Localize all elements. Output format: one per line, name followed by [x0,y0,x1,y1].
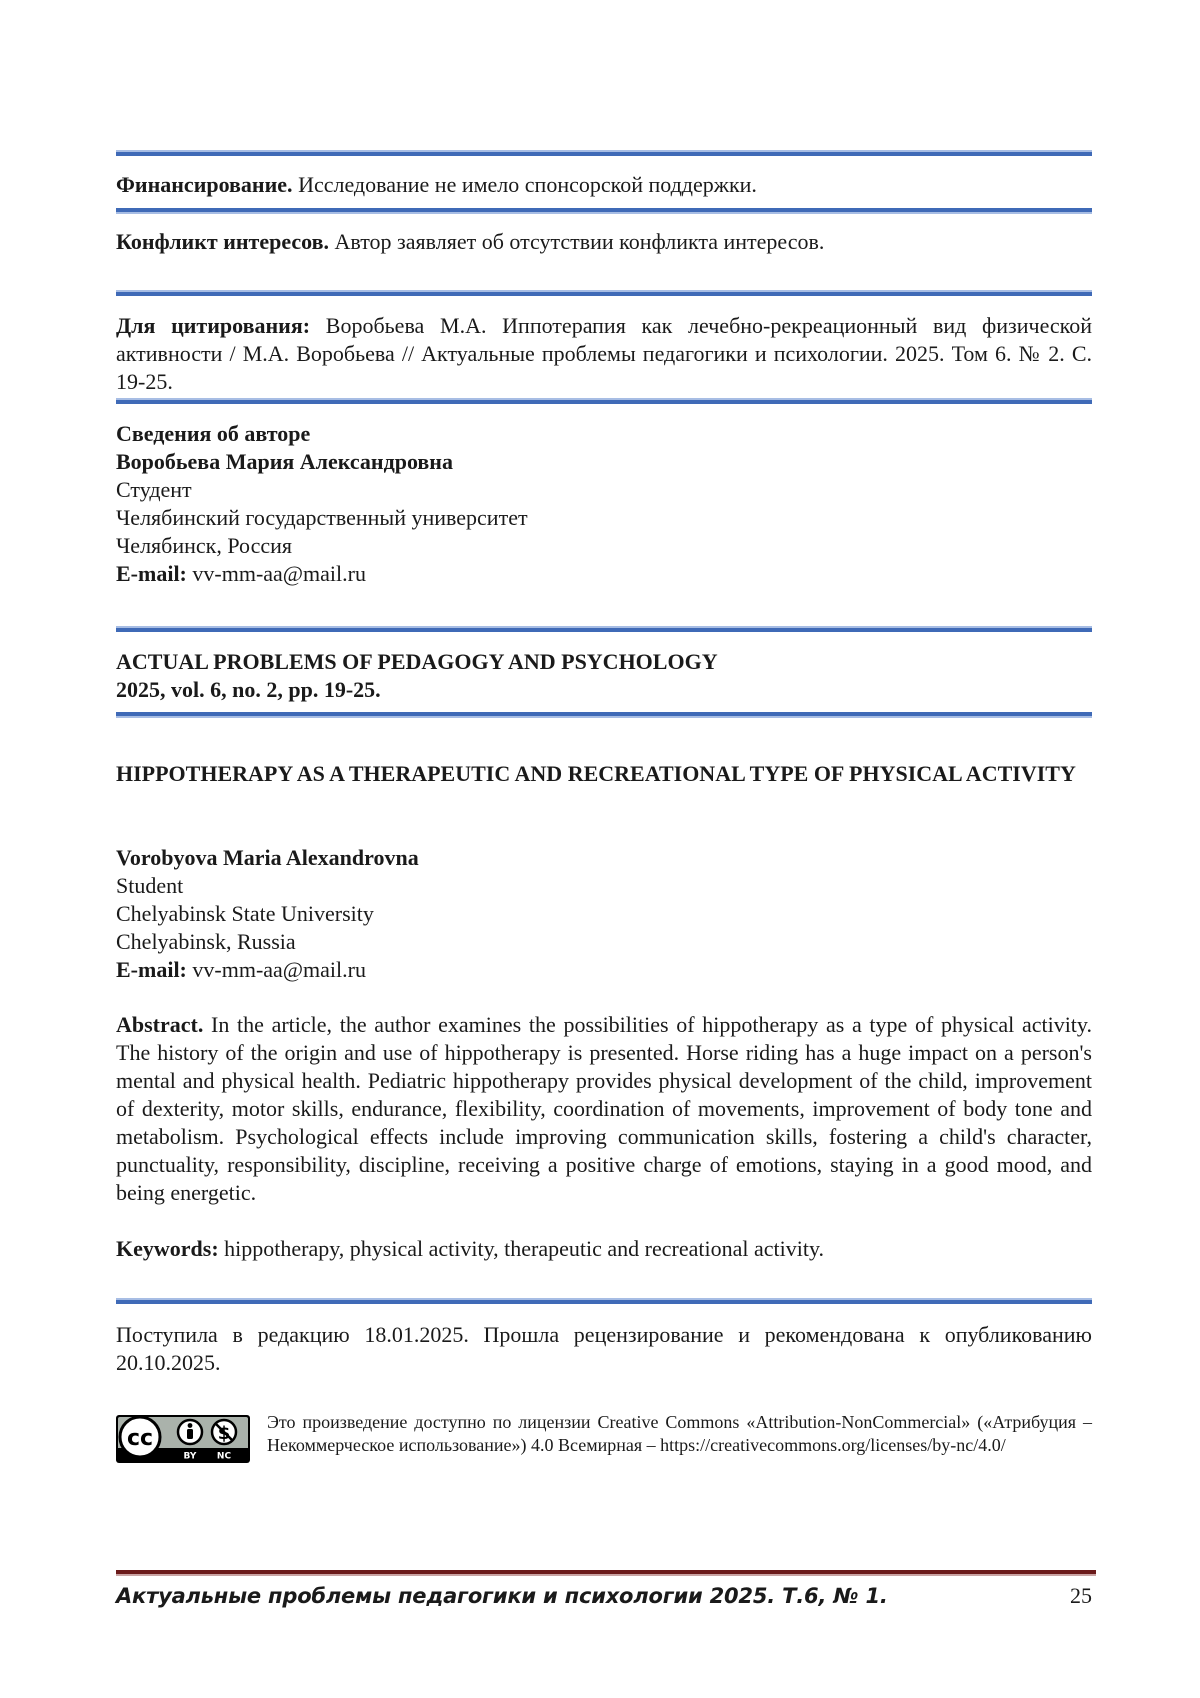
email-label: E-mail: [116,957,187,982]
abstract-text: In the article, the author examines the possibilities of hippotherapy as a type of physical activity. The history of the origin and use of hippotherapy is presented. Horse riding has a huge impact on a person's mental and physical health. Pediatric hippotherapy provides physical development of the child, improvement of dexterity, motor skills, endurance, flexibility, coordination of movements, improvement of body tone and metabolism. Psychological effects include improving communication skills, fostering a child's character, punctuality, responsibility, discipline, receiving a positive charge of emotions, staying in a good mood, and being energetic. [116,1012,1092,1205]
author-info-heading: Сведения об авторе [116,420,1092,448]
conflict-text: Автор заявляет об отсутствии конфликта интересов. [329,229,824,254]
license-text: Это произведение доступно по лицензии Creative Commons «Attribution-NonCommercial» («Атрибуция – Некоммерческое использование») 4.0 Всемирная – https://creativecommons.org/licenses/by-nc/4.0/ [267,1411,1092,1457]
article-title-en: HIPPOTHERAPY AS A THERAPEUTIC AND RECREATIONAL TYPE OF PHYSICAL ACTIVITY [116,760,1092,788]
received-date: Поступила в редакцию 18.01.2025. Прошла рецензирование и рекомендована к опубликованию 20.10.2025. [116,1321,1092,1377]
footer-journal-title: Актуальные проблемы педагогики и психологии 2025. Т.6, № 1. [116,1582,888,1610]
author-info-en [116,844,1092,984]
citation-block [116,312,1092,396]
cc-by-nc-badge[interactable] [116,1415,250,1463]
funding-statement [116,171,1092,199]
divider [116,626,1092,632]
keywords-label: Keywords: [116,1236,219,1261]
divider [116,208,1092,214]
author-name-ru: Воробьева Мария Александровна [116,448,1092,476]
cc-label: cc [127,1426,153,1451]
journal-issue-en: 2025, vol. 6, no. 2, pp. 19-25. [116,676,1092,704]
author-position-en: Student [116,872,1092,900]
by-label: BY [184,1452,197,1462]
license-block [116,1411,1092,1491]
conflict-statement [116,228,1092,256]
author-university-ru: Челябинский государственный университет [116,504,1092,532]
journal-title-en: ACTUAL PROBLEMS OF PEDAGOGY AND PSYCHOLOGY [116,648,1092,676]
divider [116,712,1092,718]
author-city-ru: Челябинск, Россия [116,532,1092,560]
conflict-label: Конфликт интересов. [116,229,329,254]
funding-label: Финансирование. [116,172,293,197]
keywords-text: hippotherapy, physical activity, therapeutic and recreational activity. [219,1236,824,1261]
divider [116,150,1092,156]
citation-label: Для цитирования: [116,313,310,338]
author-name-en: Vorobyova Maria Alexandrovna [116,844,1092,872]
page-number: 25 [1070,1582,1092,1610]
author-info-ru [116,420,1092,588]
divider [116,290,1092,296]
nc-label: NC [217,1452,232,1462]
email-label: E-mail: [116,561,187,586]
divider [116,1298,1092,1304]
email-link[interactable]: vv-mm-aa@mail.ru [187,957,366,982]
author-email-ru [116,560,1092,588]
citation-text: Воробьева М.А. Иппотерапия как лечебно-рекреационный вид физической активности / М.А. Воробьева // Актуальные проблемы педагогики и психологии. 2025. Том 6. № 2. С. 19-25. [116,313,1092,394]
author-email-en [116,956,1092,984]
author-university-en: Chelyabinsk State University [116,900,1092,928]
email-link[interactable]: vv-mm-aa@mail.ru [187,561,366,586]
funding-text: Исследование не имело спонсорской поддержки. [293,172,757,197]
footer-divider [116,1570,1096,1576]
keywords [116,1235,1092,1263]
abstract [116,1011,1092,1207]
author-city-en: Chelyabinsk, Russia [116,928,1092,956]
document-page [116,0,1092,1698]
author-position-ru: Студент [116,476,1092,504]
divider [116,398,1092,404]
journal-heading-en [116,648,1092,704]
abstract-label: Abstract. [116,1012,203,1037]
